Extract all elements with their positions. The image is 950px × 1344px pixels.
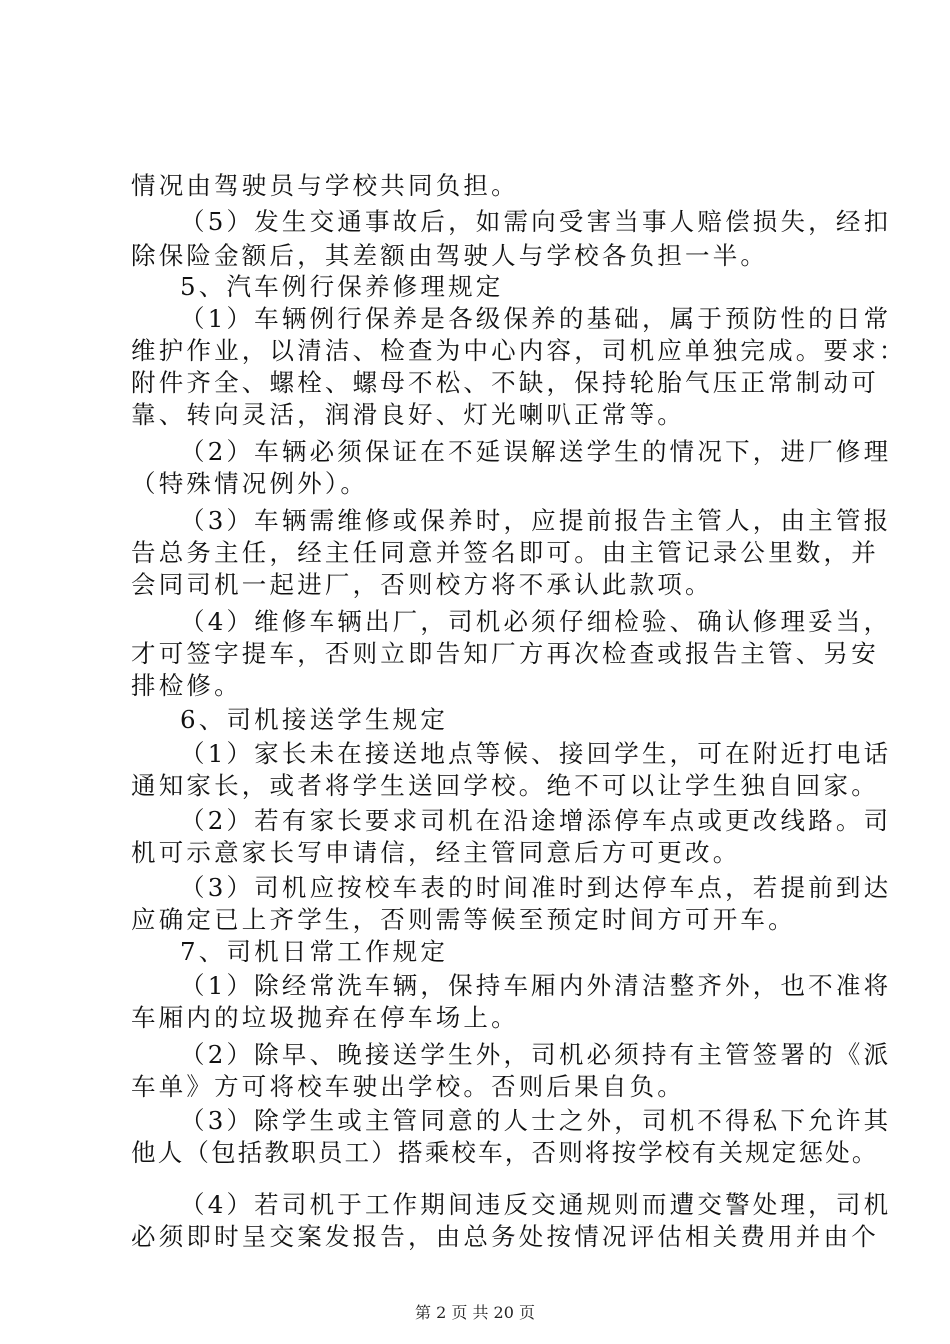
text-line: 才可签字提车，否则立即告知厂方再次检查或报告主管、另安	[131, 639, 879, 668]
text-line: 必须即时呈交案发报告，由总务处按情况评估相关费用并由个	[131, 1222, 879, 1251]
text-line: （3）车辆需维修或保养时，应提前报告主管人，由主管报	[180, 506, 892, 535]
text-line: （1）除经常洗车辆，保持车厢内外清洁整齐外，也不准将	[180, 971, 892, 1000]
text-line: 车单》方可将校车驶出学校。否则后果自负。	[131, 1072, 685, 1101]
text-line: （5）发生交通事故后，如需向受害当事人赔偿损失，经扣	[180, 207, 892, 236]
page-number-footer: 第 2 页 共 20 页	[415, 1303, 535, 1322]
text-line: 维护作业，以清洁、检查为中心内容，司机应单独完成。要求：	[131, 336, 907, 365]
section-heading: 6、司机接送学生规定	[180, 705, 449, 734]
text-line: 排检修。	[131, 671, 242, 700]
text-line: （3）除学生或主管同意的人士之外，司机不得私下允许其	[180, 1106, 892, 1135]
text-line: 通知家长，或者将学生送回学校。绝不可以让学生独自回家。	[131, 771, 879, 800]
text-line: （4）若司机于工作期间违反交通规则而遭交警处理，司机	[180, 1190, 892, 1219]
text-line: （1）车辆例行保养是各级保养的基础，属于预防性的日常	[180, 304, 892, 333]
text-line: （2）除早、晚接送学生外，司机必须持有主管签署的《派	[180, 1040, 892, 1069]
text-line: （3）司机应按校车表的时间准时到达停车点，若提前到达	[180, 873, 892, 902]
text-line: 机可示意家长写申请信，经主管同意后方可更改。	[131, 838, 741, 867]
text-line: 除保险金额后，其差额由驾驶人与学校各负担一半。	[131, 241, 769, 270]
text-line: （2）若有家长要求司机在沿途增添停车点或更改线路。司	[180, 806, 892, 835]
text-line: 他人（包括教职员工）搭乘校车，否则将按学校有关规定惩处。	[131, 1138, 879, 1167]
text-line: 应确定已上齐学生，否则需等候至预定时间方可开车。	[131, 905, 796, 934]
text-line: 告总务主任，经主任同意并签名即可。由主管记录公里数，并	[131, 538, 879, 567]
text-line: 车厢内的垃圾抛弃在停车场上。	[131, 1003, 519, 1032]
text-line: （4）维修车辆出厂，司机必须仔细检验、确认修理妥当，	[180, 607, 892, 636]
text-line: 会同司机一起进厂，否则校方将不承认此款项。	[131, 570, 713, 599]
text-line: （特殊情况例外）。	[131, 469, 369, 498]
text-line: 附件齐全、螺栓、螺母不松、不缺，保持轮胎气压正常制动可	[131, 368, 879, 397]
section-heading: 5、汽车例行保养修理规定	[180, 272, 504, 301]
section-heading: 7、司机日常工作规定	[180, 937, 449, 966]
text-line: （1）家长未在接送地点等候、接回学生，可在附近打电话	[180, 739, 892, 768]
text-line: 情况由驾驶员与学校共同负担。	[131, 171, 519, 200]
text-line: 靠、转向灵活，润滑良好、灯光喇叭正常等。	[131, 400, 685, 429]
text-line: （2）车辆必须保证在不延误解送学生的情况下，进厂修理	[180, 437, 892, 466]
